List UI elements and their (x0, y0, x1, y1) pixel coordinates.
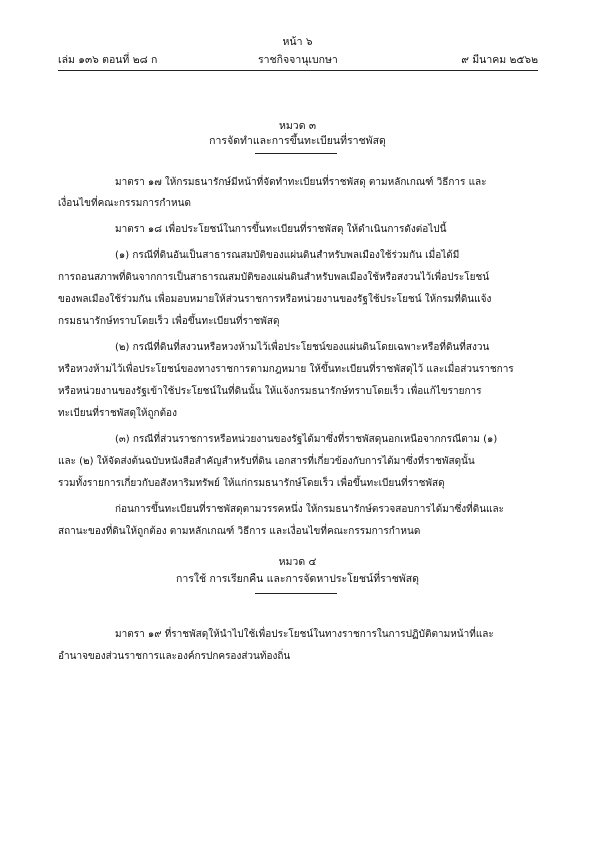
clause-3-line-3: รวมทั้งรายการเกี่ยวกับอสังหาริมทรัพย์ ให้แก่กรมธนารักษ์โดยเร็ว เพื่อขึ้นทะเบียนที่ราชพัสดุ (58, 478, 445, 489)
header-rule (58, 70, 538, 71)
page-number: หน้า ๖ (282, 36, 313, 48)
volume-issue: เล่ม ๑๓๖ ตอนที่ ๒๘ ก (58, 54, 158, 66)
clause-2-line-1: (๒) กรณีที่ดินที่สงวนหรือหวงห้ามไว้เพื่อประโยชน์ของแผ่นดินโดยเฉพาะหรือที่ดินที่สงวน (115, 342, 490, 353)
chapter-3-rule (255, 153, 337, 154)
clause-2-line-4: ทะเบียนที่ราชพัสดุให้ถูกต้อง (58, 408, 177, 419)
section-18-para-2-line-1: ก่อนการขึ้นทะเบียนที่ราชพัสดุตามวรรคหนึ่ง ให้กรมธนารักษ์ตรวจสอบการได้มาซึ่งที่ดินและ (115, 504, 504, 515)
gazette-header (58, 51, 538, 67)
clause-3-line-1: (๓) กรณีที่ส่วนราชการหรือหน่วยงานของรัฐได้มาซึ่งที่ราชพัสดุนอกเหนือจากกรณีตาม (๑) (115, 434, 498, 445)
section-17-line-2: เงื่อนไขที่คณะกรรมการกำหนด (58, 198, 191, 209)
clause-1-line-1: (๑) กรณีที่ดินอันเป็นสาธารณสมบัติของแผ่นดินสำหรับพลเมืองใช้ร่วมกัน เมื่อได้มี (115, 250, 460, 261)
gazette-date: ๙ มีนาคม ๒๕๖๒ (461, 54, 538, 66)
clause-3-line-2: และ (๒) ให้จัดส่งต้นฉบับหนังสือสำคัญสำหรับที่ดิน เอกสารที่เกี่ยวข้องกับการได้มาซึ่งที่ราชพัสดุนั้น (58, 456, 475, 467)
clause-1-line-2: การถอนสภาพที่ดินจากการเป็นสาธารณสมบัติของแผ่นดินสำหรับพลเมืองใช้หรือสงวนไว้เพื่อประโยชน์ (58, 272, 490, 283)
clause-2-line-2: หรือหวงห้ามไว้เพื่อประโยชน์ของทางราชการตามกฎหมาย ให้ขึ้นทะเบียนที่ราชพัสดุไว้ และเมื่อส่วนราชการ (58, 364, 514, 375)
section-18-line-1: มาตรา ๑๘ เพื่อประโยชน์ในการขึ้นทะเบียนที่ราชพัสดุ ให้ดำเนินการดังต่อไปนี้ (115, 224, 447, 235)
clause-1-line-4: กรมธนารักษ์ทราบโดยเร็ว เพื่อขึ้นทะเบียนที่ราชพัสดุ (58, 316, 280, 327)
chapter-4-subtitle: การใช้ การเรียกคืน และการจัดหาประโยชน์ที่ราชพัสดุ (176, 573, 419, 585)
chapter-3-title: หมวด ๓ (278, 120, 317, 132)
clause-1-line-3: ของพลเมืองใช้ร่วมกัน เพื่อมอบหมายให้ส่วนราชการหรือหน่วยงานของรัฐใช้ประโยชน์ ให้กรมที่ดินแจ้ง (58, 294, 492, 305)
gazette-name: ราชกิจจานุเบกษา (258, 54, 338, 66)
clause-2-line-3: หรือหน่วยงานของรัฐเข้าใช้ประโยชน์ในที่ดินนั้น ให้แจ้งกรมธนารักษ์ทราบโดยเร็ว เพื่อแก้ไขรายการ (58, 386, 482, 397)
section-18-para-2-line-2: สถานะของที่ดินให้ถูกต้อง ตามหลักเกณฑ์ วิธีการ และเงื่อนไขที่คณะกรรมการกำหนด (58, 526, 421, 537)
chapter-4-title: หมวด ๔ (278, 556, 317, 568)
section-17-line-1: มาตรา ๑๗ ให้กรมธนารักษ์มีหน้าที่จัดทำทะเบียนที่ราชพัสดุ ตามหลักเกณฑ์ วิธีการ และ (115, 177, 487, 188)
chapter-4-rule (255, 593, 337, 594)
section-19-line-1: มาตรา ๑๙ ที่ราชพัสดุให้นำไปใช้เพื่อประโยชน์ในทางราชการในการปฏิบัติตามหน้าที่และ (115, 629, 494, 640)
section-19-line-2: อำนาจของส่วนราชการและองค์กรปกครองส่วนท้องถิ่น (58, 651, 291, 662)
chapter-3-subtitle: การจัดทำและการขึ้นทะเบียนที่ราชพัสดุ (209, 135, 386, 147)
